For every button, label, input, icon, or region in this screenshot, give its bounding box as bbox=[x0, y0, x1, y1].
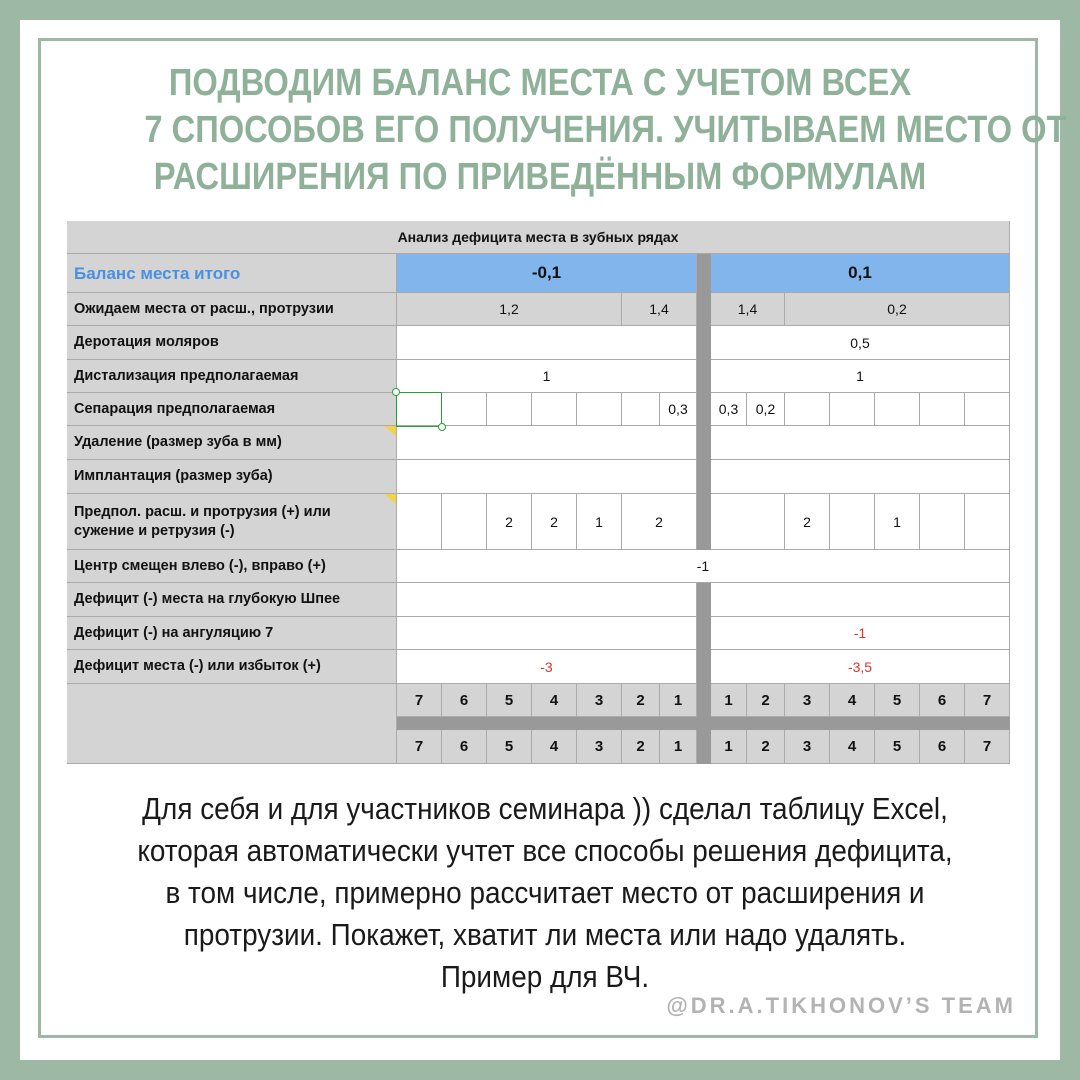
value-cell[interactable]: -1 bbox=[397, 550, 1010, 583]
value-cell[interactable] bbox=[711, 426, 1010, 460]
selection-handle[interactable] bbox=[438, 423, 446, 431]
row-label: Дефицит места (-) или избыток (+) bbox=[67, 650, 397, 684]
tooth-number-right-upper[interactable]: 6 bbox=[920, 684, 965, 717]
comment-indicator-icon[interactable] bbox=[384, 494, 396, 504]
tooth-number-right-lower[interactable]: 4 bbox=[830, 730, 875, 764]
value-cell[interactable]: 2 bbox=[622, 494, 697, 550]
caption-line: которая автоматически учтет все способы решения дефицита, bbox=[137, 833, 953, 868]
value-cell[interactable]: 1 bbox=[577, 494, 622, 550]
balance-left-value[interactable]: -0,1 bbox=[397, 254, 697, 293]
tooth-number-left-lower[interactable]: 5 bbox=[487, 730, 532, 764]
tooth-number-right-upper[interactable]: 4 bbox=[830, 684, 875, 717]
value-cell[interactable]: 0,3 bbox=[711, 393, 747, 426]
tooth-number-left-upper[interactable]: 2 bbox=[622, 684, 660, 717]
tooth-number-left-lower[interactable]: 6 bbox=[442, 730, 487, 764]
value-cell[interactable]: -3,5 bbox=[711, 650, 1010, 684]
cell-selection[interactable] bbox=[396, 392, 442, 427]
tooth-number-right-upper[interactable]: 1 bbox=[711, 684, 747, 717]
tooth-number-right-upper[interactable]: 3 bbox=[785, 684, 830, 717]
tooth-number-left-upper[interactable]: 6 bbox=[442, 684, 487, 717]
tooth-number-right-upper[interactable]: 5 bbox=[875, 684, 920, 717]
value-cell[interactable] bbox=[442, 393, 487, 426]
value-cell[interactable] bbox=[577, 393, 622, 426]
midline-divider bbox=[697, 583, 711, 764]
row-label bbox=[67, 494, 397, 550]
sheet-title: Анализ дефицита места в зубных рядах bbox=[67, 221, 1010, 254]
balance-right-value[interactable]: 0,1 bbox=[711, 254, 1010, 293]
row-label: Удаление (размер зуба в мм) bbox=[67, 426, 397, 460]
value-cell[interactable] bbox=[397, 326, 697, 360]
value-cell[interactable]: 1,2 bbox=[397, 293, 622, 326]
value-cell[interactable] bbox=[397, 583, 697, 617]
value-cell[interactable] bbox=[442, 494, 487, 550]
caption-line: в том числе, примерно рассчитает место от расширения и bbox=[165, 875, 925, 910]
value-cell[interactable]: 1 bbox=[711, 360, 1010, 393]
headline-line: РАСШИРЕНИЯ ПО ПРИВЕДЁННЫМ ФОРМУЛАМ bbox=[153, 156, 927, 198]
value-cell[interactable]: 1 bbox=[397, 360, 697, 393]
row-label: Деротация моляров bbox=[67, 326, 397, 360]
caption-line: Для себя и для участников семинара )) сделал таблицу Excel, bbox=[142, 791, 948, 826]
value-cell[interactable] bbox=[830, 393, 875, 426]
value-cell[interactable] bbox=[785, 393, 830, 426]
tooth-number-right-lower[interactable]: 2 bbox=[747, 730, 785, 764]
tooth-number-left-lower[interactable]: 3 bbox=[577, 730, 622, 764]
tooth-number-left-lower[interactable]: 7 bbox=[397, 730, 442, 764]
tooth-number-right-upper[interactable]: 2 bbox=[747, 684, 785, 717]
value-cell[interactable] bbox=[711, 583, 1010, 617]
value-cell[interactable]: -3 bbox=[397, 650, 697, 684]
headline-line: ПОДВОДИМ БАЛАНС МЕСТА С УЧЕТОМ ВСЕХ bbox=[168, 62, 912, 104]
row-label: Сепарация предполагаемая bbox=[67, 393, 397, 426]
value-cell[interactable] bbox=[965, 393, 1010, 426]
midline-divider bbox=[697, 254, 711, 550]
caption-line: Пример для ВЧ. bbox=[440, 959, 650, 994]
value-cell[interactable] bbox=[875, 393, 920, 426]
tooth-number-left-lower[interactable]: 2 bbox=[622, 730, 660, 764]
value-cell[interactable]: 2 bbox=[785, 494, 830, 550]
row-label: Дистализация предполагаемая bbox=[67, 360, 397, 393]
headline bbox=[144, 60, 1067, 201]
tooth-number-left-upper[interactable]: 3 bbox=[577, 684, 622, 717]
tooth-number-right-lower[interactable]: 5 bbox=[875, 730, 920, 764]
row-label: Ожидаем места от расш., протрузии bbox=[67, 293, 397, 326]
value-cell[interactable]: 0,5 bbox=[711, 326, 1010, 360]
row-label-line: Предпол. расш. и протрузия (+) или bbox=[74, 503, 331, 520]
comment-indicator-icon[interactable] bbox=[384, 426, 396, 436]
credit-watermark: @DR.A.TIKHONOV’S TEAM bbox=[666, 993, 1016, 1018]
tooth-number-right-upper[interactable]: 7 bbox=[965, 684, 1010, 717]
teeth-label-blank bbox=[67, 684, 397, 764]
value-cell[interactable] bbox=[830, 494, 875, 550]
value-cell[interactable] bbox=[397, 617, 697, 650]
tooth-number-left-upper[interactable]: 1 bbox=[660, 684, 697, 717]
value-cell[interactable] bbox=[711, 460, 1010, 494]
balance-label: Баланс места итого bbox=[67, 254, 397, 293]
caption-line: протрузии. Покажет, хватит ли места или надо удалять. bbox=[183, 917, 907, 952]
value-cell[interactable] bbox=[532, 393, 577, 426]
value-cell[interactable] bbox=[397, 460, 697, 494]
caption bbox=[118, 788, 973, 998]
value-cell[interactable]: 2 bbox=[532, 494, 577, 550]
value-cell[interactable] bbox=[397, 426, 697, 460]
tooth-number-left-lower[interactable]: 4 bbox=[532, 730, 577, 764]
value-cell[interactable] bbox=[397, 494, 442, 550]
tooth-number-right-lower[interactable]: 1 bbox=[711, 730, 747, 764]
headline-line: 7 СПОСОБОВ ЕГО ПОЛУЧЕНИЯ. УЧИТЫВАЕМ МЕСТО ОТ bbox=[144, 109, 1067, 151]
value-cell[interactable] bbox=[622, 393, 660, 426]
value-cell[interactable]: 1 bbox=[875, 494, 920, 550]
value-cell[interactable]: 1,4 bbox=[622, 293, 697, 326]
value-cell[interactable]: 0,2 bbox=[785, 293, 1010, 326]
value-cell[interactable] bbox=[487, 393, 532, 426]
row-label: Имплантация (размер зуба) bbox=[67, 460, 397, 494]
value-cell[interactable] bbox=[920, 393, 965, 426]
value-cell[interactable]: 0,2 bbox=[747, 393, 785, 426]
tooth-number-left-upper[interactable]: 5 bbox=[487, 684, 532, 717]
row-label: Дефицит (-) места на глубокую Шпее bbox=[67, 583, 397, 617]
tooth-number-left-upper[interactable]: 4 bbox=[532, 684, 577, 717]
row-label: Центр смещен влево (-), вправо (+) bbox=[67, 550, 397, 583]
value-cell[interactable] bbox=[920, 494, 965, 550]
value-cell[interactable] bbox=[965, 494, 1010, 550]
value-cell[interactable] bbox=[711, 494, 785, 550]
row-label-line: сужение и ретрузия (-) bbox=[74, 522, 235, 539]
tooth-number-left-upper[interactable]: 7 bbox=[397, 684, 442, 717]
selection-handle[interactable] bbox=[392, 388, 400, 396]
tooth-number-right-lower[interactable]: 6 bbox=[920, 730, 965, 764]
spreadsheet bbox=[67, 221, 1010, 764]
tooth-number-right-lower[interactable]: 3 bbox=[785, 730, 830, 764]
value-cell[interactable]: 0,3 bbox=[660, 393, 697, 426]
value-cell[interactable]: 1,4 bbox=[711, 293, 785, 326]
value-cell[interactable]: -1 bbox=[711, 617, 1010, 650]
tooth-number-right-lower[interactable]: 7 bbox=[965, 730, 1010, 764]
value-cell[interactable]: 2 bbox=[487, 494, 532, 550]
tooth-number-left-lower[interactable]: 1 bbox=[660, 730, 697, 764]
row-label: Дефицит (-) на ангуляцию 7 bbox=[67, 617, 397, 650]
